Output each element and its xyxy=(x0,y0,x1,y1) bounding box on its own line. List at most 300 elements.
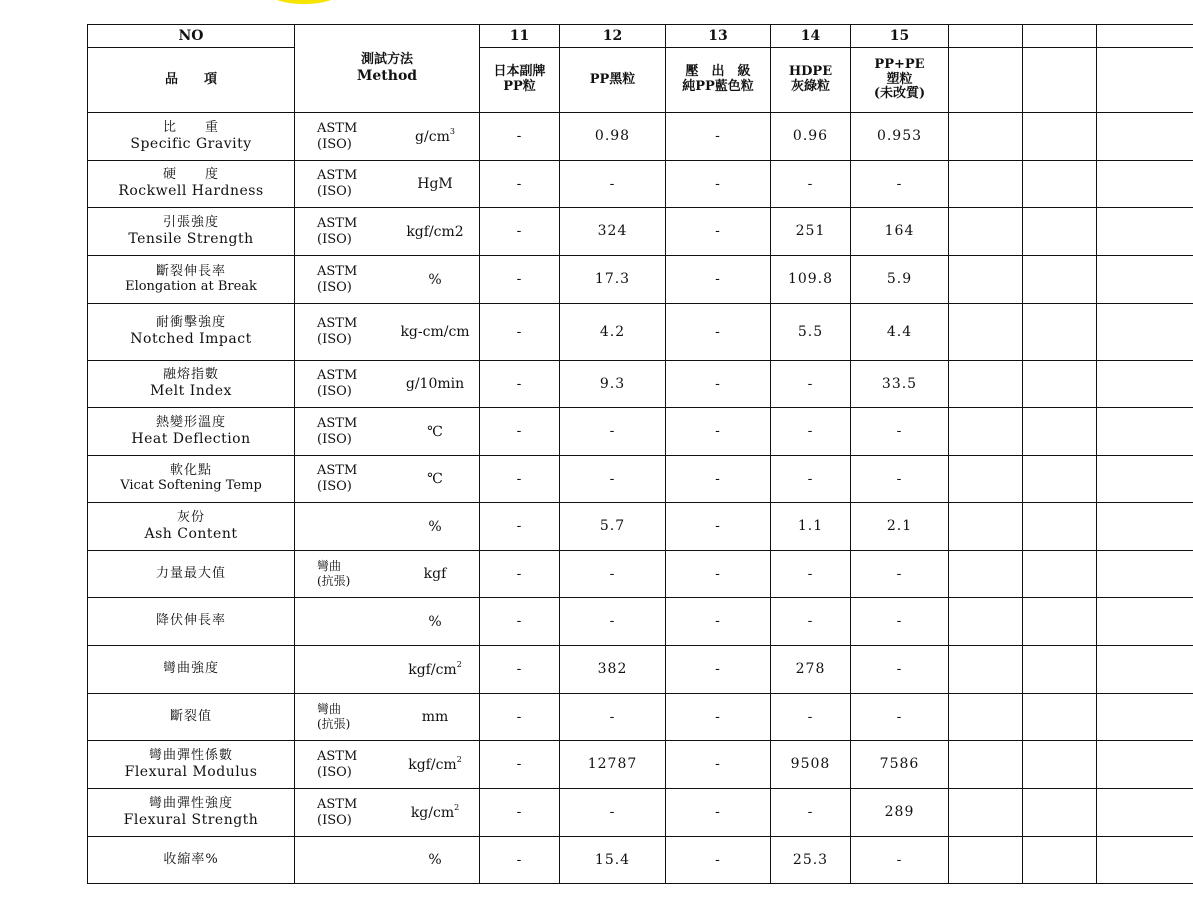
item-name-en: Ash Content xyxy=(144,525,238,542)
value-cell: - xyxy=(771,694,851,741)
method-standard xyxy=(317,702,350,732)
method-standard-line: ASTM xyxy=(317,120,358,136)
value-cell: - xyxy=(666,694,771,741)
method-standard-line: ASTM xyxy=(317,462,358,478)
header-row-numbers xyxy=(88,25,1193,48)
value-cell: - xyxy=(480,598,560,646)
header-col-name xyxy=(851,48,949,113)
unit-text: mm xyxy=(421,708,449,725)
table-row xyxy=(88,598,1193,646)
value-cell: - xyxy=(771,361,851,408)
item-name-en: Melt Index xyxy=(150,383,232,400)
method-standard xyxy=(317,168,357,201)
method-cell xyxy=(295,646,480,694)
item-name-zh: 軟化點 xyxy=(169,463,212,479)
value-cell: - xyxy=(480,408,560,456)
method-cell xyxy=(295,694,480,741)
value-cell xyxy=(1097,741,1193,789)
value-cell: 4.2 xyxy=(560,304,666,361)
table-row xyxy=(88,646,1193,694)
header-col-no xyxy=(1023,25,1097,48)
table-row xyxy=(88,208,1193,256)
value-cell: - xyxy=(851,694,949,741)
item-name-en: Vicat Softening Temp xyxy=(120,478,262,493)
value-cell: 2.1 xyxy=(851,503,949,551)
value-cell xyxy=(1023,789,1097,837)
value-cell: 5.7 xyxy=(560,503,666,551)
item-cell xyxy=(88,551,295,598)
item-name-en: Elongation at Break xyxy=(125,278,257,294)
value-cell: - xyxy=(666,456,771,503)
value-cell xyxy=(1023,208,1097,256)
value-cell: - xyxy=(560,456,666,503)
value-cell: - xyxy=(851,646,949,694)
value-cell: 251 xyxy=(771,208,851,256)
unit-superscript: 2 xyxy=(456,754,462,764)
value-cell: - xyxy=(480,837,560,884)
value-cell: - xyxy=(771,456,851,503)
header-col-name xyxy=(771,48,851,113)
header-col-name-line: 純PP藍色粒 xyxy=(682,79,754,94)
unit-label xyxy=(395,271,475,287)
header-method-zh: 測試方法 xyxy=(360,51,413,67)
value-cell xyxy=(1097,113,1193,161)
value-cell xyxy=(1097,551,1193,598)
value-cell: 5.9 xyxy=(851,256,949,304)
item-name-en: Rockwell Hardness xyxy=(118,183,264,200)
value-cell: 0.98 xyxy=(560,113,666,161)
table-row xyxy=(88,113,1193,161)
header-row-names xyxy=(88,48,1193,113)
method-standard-line: (抗張) xyxy=(317,574,351,588)
method-cell xyxy=(295,789,480,837)
value-cell: - xyxy=(480,646,560,694)
method-cell xyxy=(295,741,480,789)
value-cell: - xyxy=(851,408,949,456)
value-cell: - xyxy=(560,551,666,598)
value-cell: - xyxy=(666,208,771,256)
method-cell xyxy=(295,256,480,304)
value-cell: 9508 xyxy=(771,741,851,789)
item-name-zh: 收縮率% xyxy=(163,851,219,867)
method-standard xyxy=(317,215,357,248)
value-cell: 0.953 xyxy=(851,113,949,161)
table-row xyxy=(88,741,1193,789)
value-cell: 7586 xyxy=(851,741,949,789)
value-cell: - xyxy=(480,503,560,551)
value-cell xyxy=(1097,837,1193,884)
item-cell xyxy=(88,789,295,837)
item-cell xyxy=(88,208,295,256)
header-no: NO xyxy=(88,25,295,48)
value-cell xyxy=(949,408,1023,456)
header-col-name xyxy=(949,48,1023,113)
item-cell xyxy=(88,598,295,646)
value-cell: - xyxy=(666,741,771,789)
unit-text: g/10min xyxy=(405,375,465,392)
value-cell: - xyxy=(480,456,560,503)
item-name-en: Specific Gravity xyxy=(130,135,252,152)
header-col-name xyxy=(666,48,771,113)
unit-label xyxy=(395,423,475,439)
header-col-name-line: 塑粒 xyxy=(886,71,913,87)
value-cell xyxy=(1097,694,1193,741)
value-cell xyxy=(949,646,1023,694)
value-cell: 1.1 xyxy=(771,503,851,551)
unit-label xyxy=(395,566,475,582)
method-standard-line: (ISO) xyxy=(317,384,352,399)
item-name-zh: 灰份 xyxy=(176,509,205,525)
value-cell: - xyxy=(480,551,560,598)
value-cell: - xyxy=(666,113,771,161)
unit-label xyxy=(395,613,475,629)
value-cell: - xyxy=(480,208,560,256)
item-name-zh: 耐衝擊強度 xyxy=(155,315,226,331)
value-cell xyxy=(1097,789,1193,837)
value-cell: - xyxy=(771,789,851,837)
header-col-no: 13 xyxy=(666,25,771,48)
value-cell xyxy=(949,456,1023,503)
value-cell xyxy=(1023,598,1097,646)
method-standard-line: (ISO) xyxy=(317,431,352,447)
method-standard xyxy=(317,263,357,296)
method-standard-line: ASTM xyxy=(317,796,358,812)
header-col-name-line: PP粒 xyxy=(503,79,536,94)
item-name-en: Tensile Strength xyxy=(128,230,254,247)
unit-text: kgf/cm2 xyxy=(406,223,464,240)
header-col-name-line: PP+PE xyxy=(874,56,925,72)
value-cell xyxy=(1097,456,1193,503)
unit-label xyxy=(395,376,475,392)
value-cell: - xyxy=(480,694,560,741)
table-row xyxy=(88,694,1193,741)
header-method xyxy=(295,25,480,113)
header-col-name xyxy=(480,48,560,113)
method-cell xyxy=(295,304,480,361)
header-col-name-line: 日本副牌 xyxy=(493,64,546,80)
header-col-no: 14 xyxy=(771,25,851,48)
table-row xyxy=(88,503,1193,551)
method-cell xyxy=(295,408,480,456)
unit-text: kgf/cm xyxy=(408,756,457,773)
value-cell: 12787 xyxy=(560,741,666,789)
value-cell: - xyxy=(666,646,771,694)
value-cell: - xyxy=(480,113,560,161)
header-col-no: 11 xyxy=(480,25,560,48)
value-cell: 109.8 xyxy=(771,256,851,304)
method-standard-line: ASTM xyxy=(317,415,358,431)
value-cell: - xyxy=(480,304,560,361)
value-cell: - xyxy=(771,598,851,646)
method-standard-line: (ISO) xyxy=(317,184,352,199)
header-col-no xyxy=(1097,25,1193,48)
value-cell xyxy=(949,741,1023,789)
value-cell: - xyxy=(480,256,560,304)
value-cell xyxy=(1097,646,1193,694)
value-cell xyxy=(1097,408,1193,456)
value-cell: - xyxy=(771,161,851,208)
method-standard xyxy=(317,120,357,153)
value-cell xyxy=(949,598,1023,646)
unit-label xyxy=(395,324,475,340)
unit-text: % xyxy=(428,271,442,288)
header-col-name-line: HDPE xyxy=(788,64,833,80)
value-cell xyxy=(1097,361,1193,408)
value-cell: - xyxy=(666,789,771,837)
unit-label xyxy=(395,518,475,534)
item-name-zh: 降伏伸長率 xyxy=(155,613,226,629)
value-cell xyxy=(1023,551,1097,598)
unit-label xyxy=(395,852,475,868)
header-col-name xyxy=(1097,48,1193,113)
item-name-en: Flexural Strength xyxy=(123,811,259,828)
unit-text: % xyxy=(428,518,442,535)
header-method-en: Method xyxy=(356,67,418,84)
item-cell xyxy=(88,646,295,694)
value-cell: - xyxy=(666,503,771,551)
method-standard-line: (ISO) xyxy=(317,136,352,152)
header-col-no xyxy=(949,25,1023,48)
method-standard-line: (ISO) xyxy=(317,231,352,247)
method-standard-line: ASTM xyxy=(317,315,358,331)
value-cell xyxy=(949,551,1023,598)
method-standard-line: (抗張) xyxy=(317,717,351,731)
value-cell: - xyxy=(480,741,560,789)
header-col-name xyxy=(560,48,666,113)
value-cell: - xyxy=(851,837,949,884)
value-cell: - xyxy=(771,408,851,456)
method-standard xyxy=(317,796,357,829)
unit-superscript: 2 xyxy=(456,659,462,669)
value-cell: 164 xyxy=(851,208,949,256)
value-cell: - xyxy=(666,551,771,598)
value-cell: - xyxy=(666,161,771,208)
table-row xyxy=(88,361,1193,408)
table-row xyxy=(88,256,1193,304)
unit-text: ℃ xyxy=(427,470,443,487)
unit-text: kg/cm xyxy=(410,804,455,821)
table-row xyxy=(88,161,1193,208)
value-cell xyxy=(949,113,1023,161)
method-standard-line: 彎曲 xyxy=(317,702,342,716)
value-cell xyxy=(1097,598,1193,646)
method-standard xyxy=(317,368,357,401)
logo-mark xyxy=(272,0,336,4)
value-cell: - xyxy=(851,161,949,208)
item-cell xyxy=(88,304,295,361)
value-cell: - xyxy=(560,694,666,741)
unit-text: kgf/cm xyxy=(408,661,457,678)
method-standard xyxy=(317,559,350,589)
item-name-zh: 力量最大值 xyxy=(155,565,226,581)
value-cell: - xyxy=(560,789,666,837)
value-cell: - xyxy=(666,408,771,456)
unit-superscript: 3 xyxy=(449,126,455,136)
value-cell xyxy=(949,503,1023,551)
value-cell: - xyxy=(666,361,771,408)
value-cell: 289 xyxy=(851,789,949,837)
table-row xyxy=(88,456,1193,503)
value-cell: - xyxy=(851,456,949,503)
header-col-name-line: (未改質) xyxy=(873,86,926,102)
header-col-name xyxy=(1023,48,1097,113)
value-cell: - xyxy=(560,161,666,208)
method-cell xyxy=(295,551,480,598)
item-name-zh: 硬 度 xyxy=(162,167,219,183)
item-name-en: Notched Impact xyxy=(130,331,252,348)
value-cell xyxy=(1097,503,1193,551)
method-standard-line: ASTM xyxy=(317,215,358,231)
item-cell xyxy=(88,256,295,304)
value-cell xyxy=(949,361,1023,408)
item-name-zh: 比 重 xyxy=(162,119,219,135)
method-cell xyxy=(295,361,480,408)
unit-text: kg-cm/cm xyxy=(400,323,470,340)
item-name-zh: 彎曲彈性係數 xyxy=(148,747,233,763)
item-cell xyxy=(88,408,295,456)
item-cell xyxy=(88,161,295,208)
unit-text: % xyxy=(428,851,442,868)
item-cell xyxy=(88,456,295,503)
item-cell xyxy=(88,503,295,551)
item-name-zh: 斷裂值 xyxy=(169,708,212,724)
item-name-zh: 彎曲彈性強度 xyxy=(148,795,233,811)
method-cell xyxy=(295,503,480,551)
value-cell: - xyxy=(560,598,666,646)
value-cell: 25.3 xyxy=(771,837,851,884)
value-cell: - xyxy=(666,598,771,646)
value-cell xyxy=(949,256,1023,304)
unit-text: kgf xyxy=(423,565,447,582)
value-cell: - xyxy=(666,837,771,884)
value-cell: 5.5 xyxy=(771,304,851,361)
value-cell: - xyxy=(480,789,560,837)
value-cell xyxy=(1097,161,1193,208)
value-cell xyxy=(1023,646,1097,694)
header-col-name-line: 灰綠粒 xyxy=(790,79,830,94)
header-col-no: 12 xyxy=(560,25,666,48)
value-cell xyxy=(949,208,1023,256)
value-cell xyxy=(1023,161,1097,208)
value-cell xyxy=(949,694,1023,741)
unit-label xyxy=(395,804,475,820)
value-cell: 324 xyxy=(560,208,666,256)
method-standard xyxy=(317,748,357,781)
value-cell: 4.4 xyxy=(851,304,949,361)
method-cell xyxy=(295,837,480,884)
value-cell: - xyxy=(480,361,560,408)
value-cell xyxy=(949,304,1023,361)
table-row xyxy=(88,789,1193,837)
unit-text: ℃ xyxy=(427,423,443,440)
method-standard-line: (ISO) xyxy=(317,332,352,347)
value-cell xyxy=(1023,837,1097,884)
value-cell xyxy=(1023,741,1097,789)
value-cell xyxy=(1023,456,1097,503)
value-cell: - xyxy=(560,408,666,456)
value-cell: - xyxy=(851,551,949,598)
method-standard-line: 彎曲 xyxy=(317,559,342,573)
value-cell xyxy=(1097,208,1193,256)
table-row xyxy=(88,408,1193,456)
method-standard-line: (ISO) xyxy=(317,764,352,780)
value-cell xyxy=(949,789,1023,837)
method-standard xyxy=(317,415,357,448)
value-cell: 15.4 xyxy=(560,837,666,884)
header-col-no: 15 xyxy=(851,25,949,48)
method-cell xyxy=(295,598,480,646)
method-standard-line: ASTM xyxy=(317,367,358,383)
header-col-name-line: PP黑粒 xyxy=(589,71,636,87)
value-cell: - xyxy=(480,161,560,208)
value-cell: - xyxy=(666,304,771,361)
value-cell xyxy=(949,837,1023,884)
method-standard xyxy=(317,316,357,349)
item-name-zh: 彎曲強度 xyxy=(162,661,219,677)
value-cell: 9.3 xyxy=(560,361,666,408)
unit-label xyxy=(395,223,475,239)
unit-label xyxy=(395,176,475,192)
method-cell xyxy=(295,113,480,161)
method-standard-line: (ISO) xyxy=(317,279,352,295)
item-name-zh: 熱變形溫度 xyxy=(155,414,226,430)
item-name-zh: 引張強度 xyxy=(162,214,219,230)
unit-text: HgM xyxy=(417,175,453,192)
table-row xyxy=(88,304,1193,361)
value-cell xyxy=(1023,361,1097,408)
method-standard xyxy=(317,463,357,496)
unit-superscript: 2 xyxy=(454,802,460,812)
method-cell xyxy=(295,456,480,503)
value-cell: 0.96 xyxy=(771,113,851,161)
item-cell xyxy=(88,113,295,161)
value-cell xyxy=(1023,503,1097,551)
value-cell xyxy=(1023,408,1097,456)
method-standard-line: ASTM xyxy=(317,167,358,183)
method-standard-line: ASTM xyxy=(317,748,358,764)
unit-label xyxy=(395,661,475,677)
item-name-en: Flexural Modulus xyxy=(124,763,258,780)
item-cell xyxy=(88,361,295,408)
unit-text: g/cm xyxy=(415,128,450,145)
item-name-zh: 斷裂伸長率 xyxy=(155,263,226,279)
value-cell xyxy=(1097,256,1193,304)
table-row xyxy=(88,837,1193,884)
value-cell: 17.3 xyxy=(560,256,666,304)
method-standard-line: (ISO) xyxy=(317,812,352,828)
unit-text: % xyxy=(428,613,442,630)
item-cell xyxy=(88,694,295,741)
value-cell: 33.5 xyxy=(851,361,949,408)
item-name-en: Heat Deflection xyxy=(131,430,251,447)
value-cell: 278 xyxy=(771,646,851,694)
value-cell xyxy=(1023,256,1097,304)
value-cell xyxy=(1097,304,1193,361)
material-properties-table xyxy=(87,24,1193,884)
value-cell: 382 xyxy=(560,646,666,694)
method-standard-line: ASTM xyxy=(317,263,358,279)
item-cell xyxy=(88,837,295,884)
table-row xyxy=(88,551,1193,598)
unit-label xyxy=(395,756,475,772)
method-cell xyxy=(295,208,480,256)
item-name-zh: 融熔指數 xyxy=(162,367,219,383)
header-col-name-line: 壓 出 級 xyxy=(685,64,751,80)
value-cell xyxy=(949,161,1023,208)
value-cell: - xyxy=(771,551,851,598)
value-cell: - xyxy=(666,256,771,304)
method-standard-line: (ISO) xyxy=(317,479,352,494)
